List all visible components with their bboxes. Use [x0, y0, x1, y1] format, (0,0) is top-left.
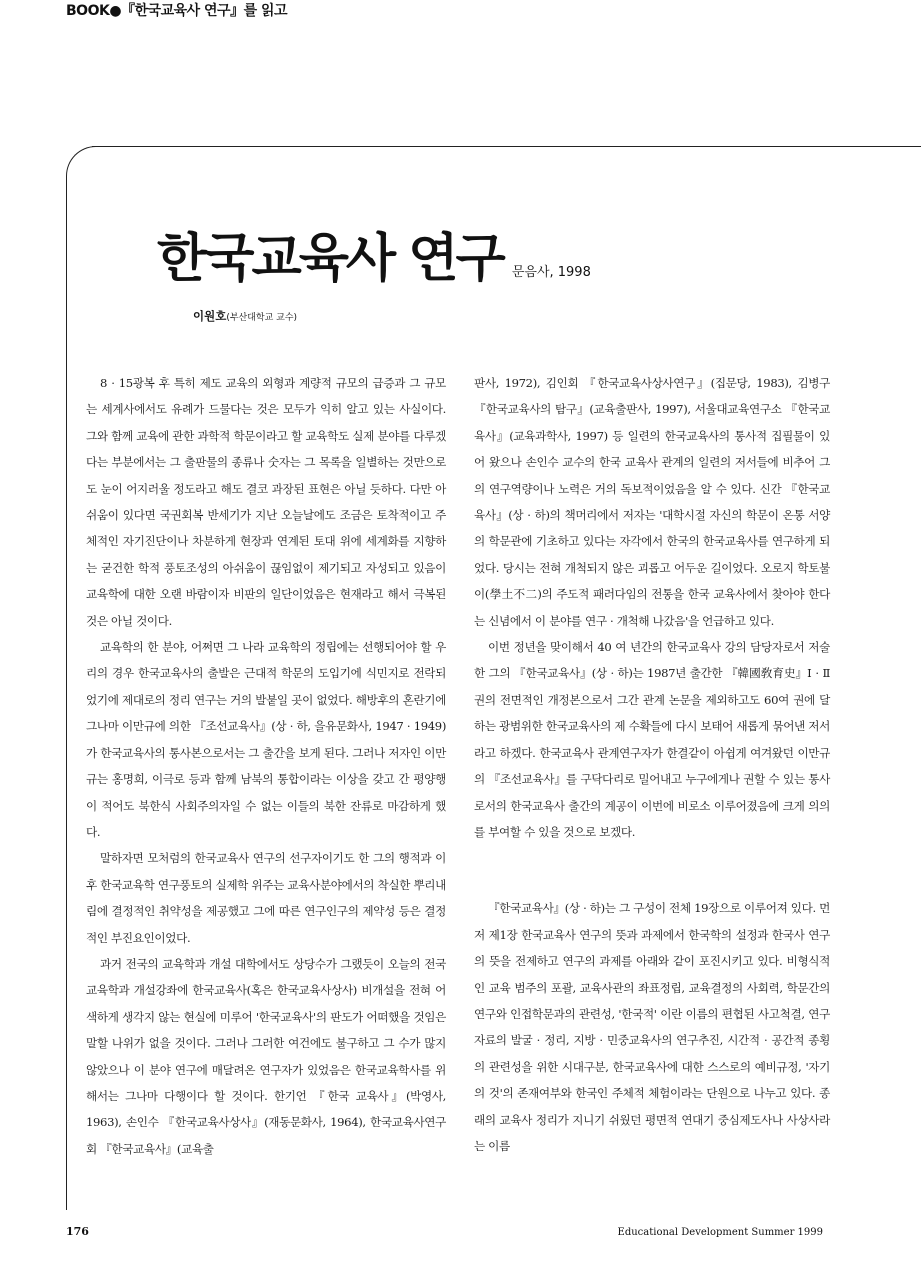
- paragraph: 『한국교육사』(상 · 하)는 그 구성이 전체 19장으로 이루어져 있다. 먼저 제1장 한국교육사 연구의 뜻과 과제에서 한국학의 설정과 한국사 연구의 뜻을 전제하고 연구의 과제를 아래와 같이 포진시키고 있다. 비형식적인 교육 범주의 포괄, 교육사관의 좌표정립, 교육결정의 사회력, 학문간의 연구와 인접학문과의 관련성, '한국적' 이란 이름의 편협된 사고척결, 연구자료의 발굴 · 정리, 지방 · 민중교육사의 연구추진, 시간적 · 공간적 종횡의 관련성을 위한 시대구분, 한국교육사에 대한 스스로의 예비규정, '자기의 것'의 존재여부와 한국인 주체적 체험이라는 단원으로 나누고 있다. 종래의 교육사 정리가 지니기 쉬웠던 평면적 연대기 중심제도사나 사상사라는 이름: [474, 901, 830, 1153]
- author-line: [193, 305, 297, 324]
- frame-top-rule: [92, 146, 921, 147]
- book-title: 한국교육사 연구: [157, 228, 503, 289]
- right-column: [474, 370, 830, 1159]
- left-column: [86, 370, 446, 1162]
- page-number: 176: [66, 1225, 89, 1238]
- frame-left-rule: [66, 190, 67, 1210]
- author-affiliation: (부산대학교 교수): [226, 313, 298, 323]
- title-block: [157, 216, 591, 291]
- paragraph: 말하자면 모처럼의 한국교육사 연구의 선구자이기도 한 그의 행적과 이후 한국교육학 연구풍토의 실제학 위주는 교육사분야에서의 착실한 뿌리내림에 결정적인 취약성을 제공했고 그에 따른 연구인구의 제약성 등은 결정적인 부진요인이었다.: [86, 851, 446, 945]
- paragraph: 판사, 1972), 김인회 『한국교육사상사연구』(집문당, 1983), 김병구 『한국교육사의 탐구』(교육출판사, 1997), 서울대교육연구소 『한국교육사』(교육과학사, 1997) 등 일련의 한국교육사의 통사적 집필물이 있어 왔으나 손인수 교수의 한국 교육사 관계의 일련의 저서들에 비추어 그의 연구역량이나 노력은 거의 독보적이었음을 알 수 있다. 신간 『한국교육사』(상 · 하)의 책머리에서 저자는 '대학시절 자신의 학문이 온통 서양의 학문관에 기초하고 있다는 자각에서 한국의 한국교육사를 연구하게 되었다. 당시는 전혀 개척되지 않은 괴롭고 어두운 길이었다. 오로지 학토불이(學土不二)의 주도적 패러다임의 전통을 한국 교육사에서 찾아야 한다는 신념에서 이 분야를 연구 · 개척해 나갔음'을 언급하고 있다.: [474, 376, 830, 628]
- book-publisher: 문음사, 1998: [511, 265, 591, 280]
- section-header: BOOK●『한국교육사 연구』를 읽고: [66, 3, 288, 19]
- paragraph: 과거 전국의 교육학과 개설 대학에서도 상당수가 그랬듯이 오늘의 전국교육학과 개설강좌에 한국교육사(혹은 한국교육사상사) 비개설을 전혀 어색하게 생각지 않는 현실에 미루어 '한국교육사'의 판도가 어떠했을 것임은 말할 나위가 없을 것이다. 그러나 그러한 여건에도 불구하고 그 수가 많지 않았으나 이 분야 연구에 매달려온 연구자가 있었음은 한국교육학사를 위해서는 그나마 다행이다 할 것이다. 한기언 『한국 교육사』(박영사, 1963), 손인수 『한국교육사상사』(재동문화사, 1964), 한국교육사연구회 『한국교육사』(교육출: [86, 956, 446, 1156]
- paragraph: 8 · 15광복 후 특히 제도 교육의 외형과 계량적 규모의 급증과 그 규모는 세계사에서도 유례가 드물다는 것은 모두가 익히 알고 있는 사실이다. 그와 함께 교육에 관한 과학적 학문이라고 할 교육학도 실제 분야를 다루겠다는 부분에서는 그 출판물의 종류나 숫자는 그 목록을 일별하는 것만으로도 눈이 어지러울 정도라고 해도 결코 과장된 표현은 아닐 듯하다. 다만 아쉬움이 있다면 국권회복 반세기가 지난 오늘날에도 조금은 토착적이고 주체적인 자기진단이나 차분하게 현장과 연계된 토대 위에 세계화를 지향하는 굳건한 학적 풍토조성의 아쉬움이 끊임없이 제기되고 자성되고 있음이 교육학에 대한 오랜 바람이자 비판의 일단이었음은 현재라고 해서 극복된 것은 아닐 것이다.: [86, 376, 446, 628]
- frame-corner-curve: [66, 146, 118, 198]
- journal-footer: Educational Development Summer 1999: [617, 1227, 823, 1238]
- paragraph: 이번 정년을 맞이해서 40 여 년간의 한국교육사 강의 담당자로서 저술한 그의 『한국교육사』(상 · 하)는 1987년 출간한 『韓國敎育史』Ⅰ · Ⅱ권의 전면적인 개정본으로서 그간 관계 논문을 제외하고도 60여 권에 달하는 광범위한 한국교육사의 제 수확들에 다시 보태어 새롭게 묶어낸 저서라고 하겠다. 한국교육사 관계연구자가 한결같이 아쉽게 여겨왔던 이만규의 『조선교육사』를 구닥다리로 밀어내고 누구에게나 권할 수 있는 통사로서의 한국교육사 출간의 계공이 이번에 비로소 이루어졌음에 크게 의의를 부여할 수 있을 것으로 보겠다.: [474, 640, 830, 839]
- paragraph: 교육학의 한 분야, 어쩌면 그 나라 교육학의 정립에는 선행되어야 할 우리의 경우 한국교육사의 출발은 근대적 학문의 도입기에 식민지로 전락되었기에 제대로의 정리 연구는 거의 발붙일 곳이 없었다. 해방후의 혼란기에 그나마 이만규에 의한 『조선교육사』(상 · 하, 을유문화사, 1947 · 1949)가 한국교육사의 통사본으로서는 그 출간을 보게 된다. 그러나 저자인 이만규는 홍명희, 이극로 등과 함께 남북의 통합이라는 이상을 갖고 간 평양행이 적어도 북한식 사회주의자일 수 없는 이들의 북한 잔류로 마감하게 했다.: [86, 640, 446, 839]
- author-name: 이원호: [193, 309, 227, 323]
